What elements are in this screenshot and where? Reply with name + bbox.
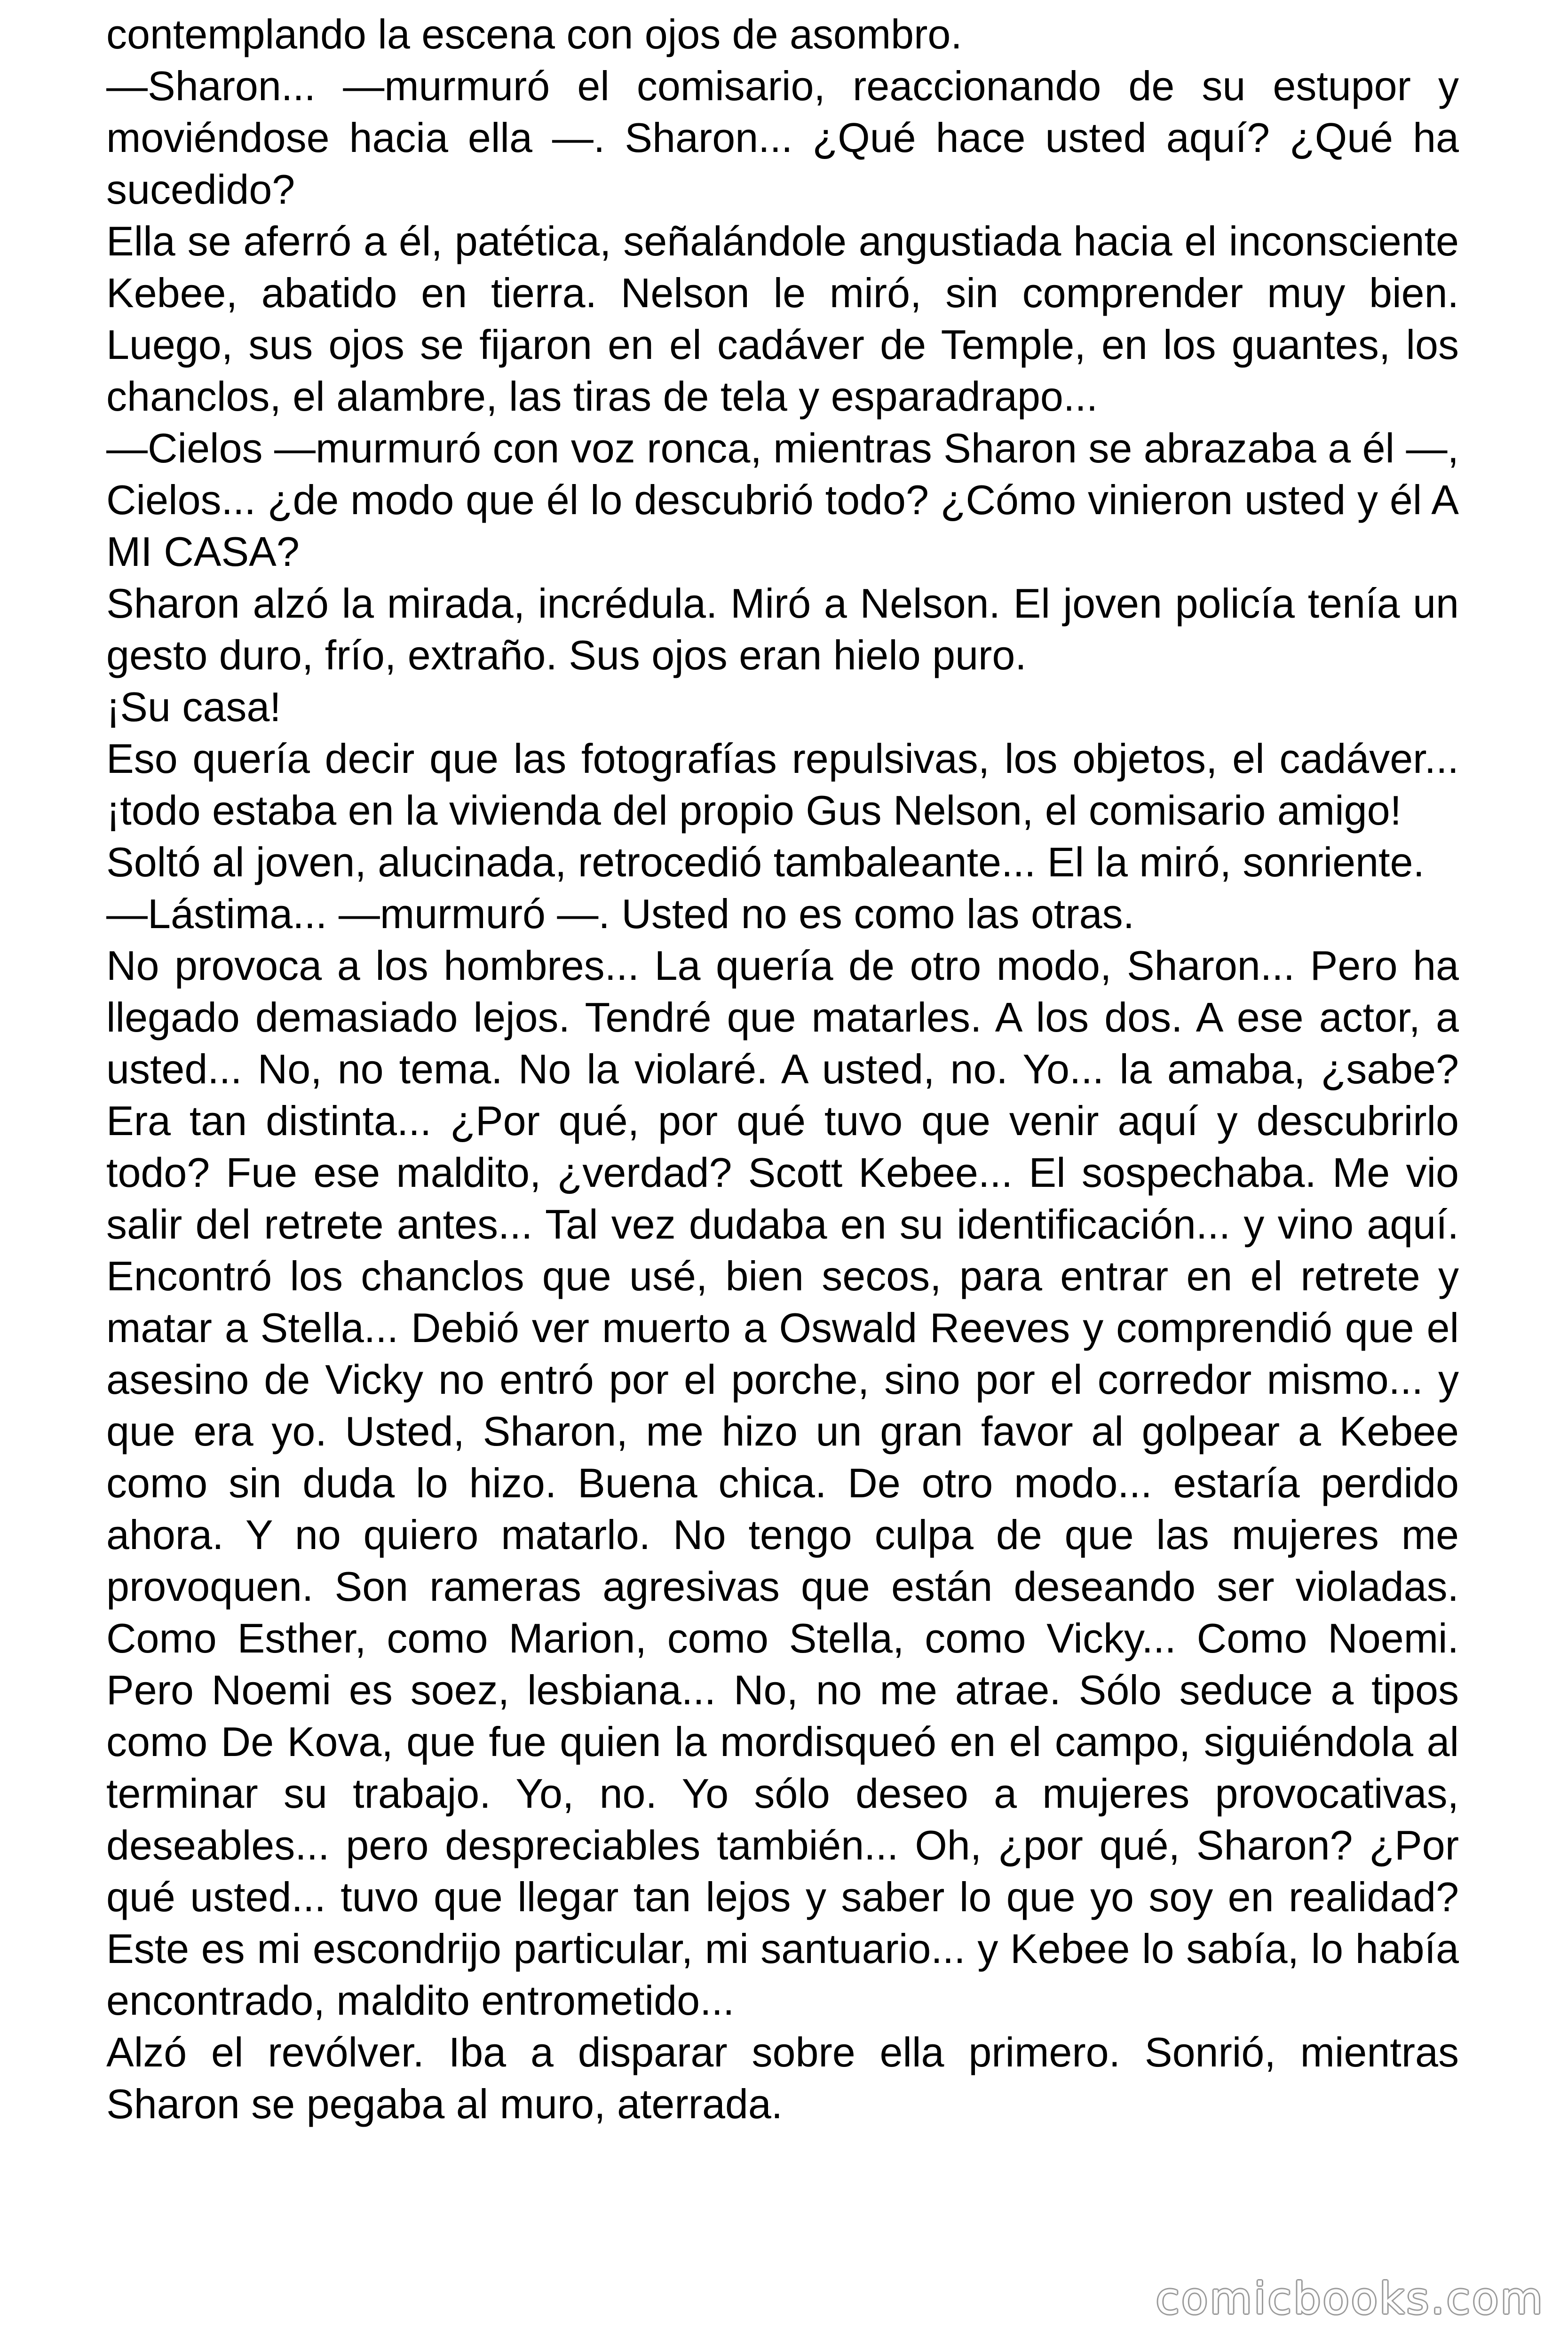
paragraph: —Cielos —murmuró con voz ronca, mientras Sharon se abrazaba a él —, Cielos... ¿de modo que él lo descubrió todo? ¿Cómo vinieron usted y él A MI CASA? [106, 425, 1459, 575]
paragraph: Ella se aferró a él, patética, señalándole angustiada hacia el inconsciente Kebee, abatido en tierra. Nelson le miró, sin comprender muy bien. Luego, sus ojos se fijaron en el cadáver de Temple, en los guantes, los chanclos, el alambre, las tiras de tela y esparadrapo... [106, 218, 1459, 420]
paragraph: Sharon alzó la mirada, incrédula. Miró a Nelson. El joven policía tenía un gesto duro, frío, extraño. Sus ojos eran hielo puro. [106, 580, 1459, 678]
paragraph: contemplando la escena con ojos de asombro. [106, 11, 962, 57]
paragraph: Alzó el revólver. Iba a disparar sobre ella primero. Sonrió, mientras Sharon se pegaba al muro, aterrada. [106, 2029, 1459, 2127]
paragraph: —Sharon... —murmuró el comisario, reaccionando de su estupor y moviéndose hacia ella —. Sharon... ¿Qué hace usted aquí? ¿Qué ha sucedido? [106, 63, 1459, 213]
paragraph: —Lástima... —murmuró —. Usted no es como las otras. [106, 890, 1135, 937]
paragraph: No provoca a los hombres... La quería de otro modo, Sharon... Pero ha llegado demasiado lejos. Tendré que matarles. A los dos. A ese actor, a usted... No, no tema. No la violaré. A usted, no. Yo... la amaba, ¿sabe? Era tan distinta... ¿Por qué, por qué tuvo que venir aquí y descubrirlo todo? Fue ese maldito, ¿verdad? Scott Kebee... El sospechaba. Me vio salir del retrete antes... Tal vez dudaba en su identificación... y vino aquí. Encontró los chanclos que usé, bien secos, para entrar en el retrete y matar a Stella... Debió ver muerto a Oswald Reeves y comprendió que el asesino de Vicky no entró por el porche, sino por el corredor mismo... y que era yo. Usted, Sharon, me hizo un gran favor al golpear a Kebee como sin duda lo hizo. Buena chica. De otro modo... estaría perdido ahora. Y no quiero matarlo. No tengo culpa de que las mujeres me provoquen. Son rameras agresivas que están deseando ser violadas. Como Esther, como Marion, como Stella, como Vicky... Como Noemi. Pero Noemi es soez, lesbiana... No, no me atrae. Sólo seduce a tipos como De Kova, que fue quien la mordisqueó en el campo, siguiéndola al terminar su trabajo. Yo, no. Yo sólo deseo a mujeres provocativas, deseables... pero despreciables también... Oh, ¿por qué, Sharon? ¿Por qué usted... tuvo que llegar tan lejos y saber lo que yo soy en realidad? Este es mi escondrijo particular, mi santuario... y Kebee lo sabía, lo había encontrado, maldito entrometido... [106, 942, 1459, 2024]
paragraph: Soltó al joven, alucinada, retrocedió tambaleante... El la miró, sonriente. [106, 839, 1425, 885]
paragraph: Eso quería decir que las fotografías repulsivas, los objetos, el cadáver... ¡todo estaba en la vivienda del propio Gus Nelson, el comisario amigo! [106, 735, 1459, 834]
document-body [106, 8, 1459, 2130]
paragraph: ¡Su casa! [106, 683, 281, 730]
watermark: comicbooks.com [1156, 2273, 1544, 2324]
